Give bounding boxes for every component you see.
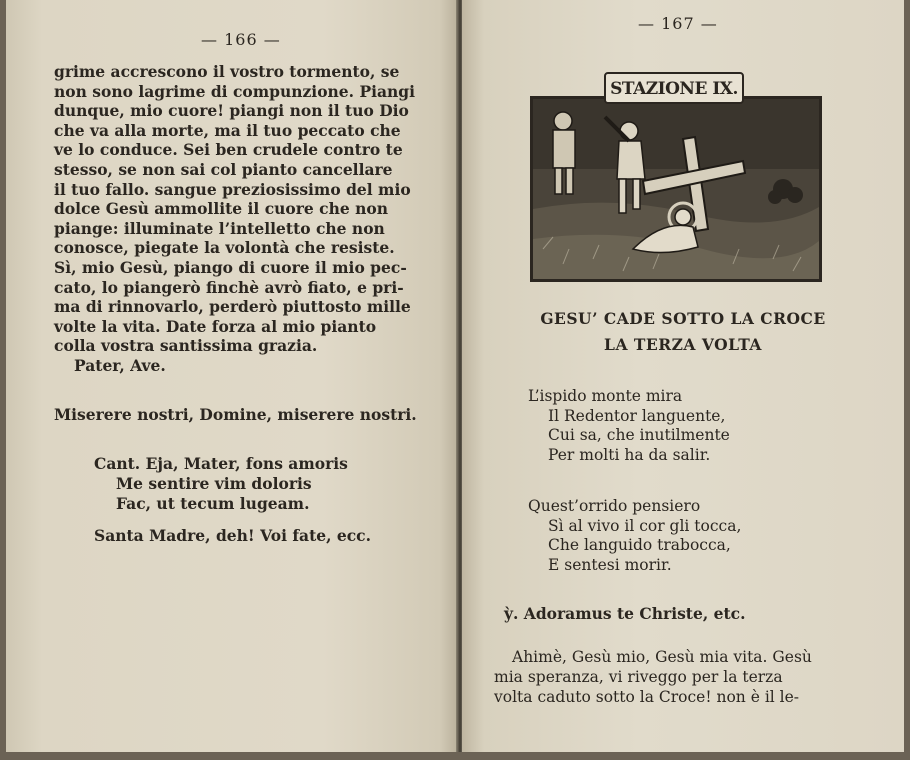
right-prose — [494, 647, 870, 707]
text-line: piange: illuminate l’intelletto che non — [54, 218, 385, 238]
cant-line: Fac, ut tecum lugeam. — [116, 494, 310, 513]
right-page — [462, 0, 904, 752]
station-title-line1: GESU’ CADE SOTTO LA CROCE — [540, 309, 826, 328]
text-line: grime accrescono il vostro tormento, se — [54, 62, 400, 81]
text-line: colla vostra santissima grazia. — [54, 336, 318, 356]
left-page — [6, 0, 458, 752]
page-number-right: — 167 — — [638, 14, 718, 33]
page-number-left: — 166 — — [201, 30, 281, 49]
text-line: volta caduto sotto la Croce! non è il le- — [494, 688, 800, 706]
verse-line: Il Redentor languente, — [548, 406, 726, 425]
text-line: ve lo conduce. Sei ben crudele contro te — [54, 140, 403, 160]
verse-line: E sentesi morir. — [548, 555, 672, 574]
cant-line: Me sentire vim doloris — [116, 474, 312, 493]
left-paragraph — [54, 62, 440, 376]
cant-line: Cant. Eja, Mater, fons amoris — [94, 454, 348, 473]
text-line: stesso, se non sai col pianto cancellare — [54, 159, 393, 179]
stanza-2 — [528, 497, 741, 575]
text-line: il tuo fallo. sangue preziosissimo del mio — [54, 179, 411, 199]
verse-line: Che languido trabocca, — [548, 536, 731, 555]
miserere-response: Miserere nostri, Domine, miserere nostri. — [54, 405, 417, 424]
text-line: ma di rinnovarlo, perderò piuttosto mille — [54, 297, 411, 317]
verse-line: L’ispido monte mira — [528, 387, 683, 405]
text-line: conosce, piegate la volontà che resiste. — [54, 238, 395, 258]
verse-line: Quest’orrido pensiero — [528, 497, 701, 515]
text-line: cato, lo piangerò finchè avrò fiato, e pri- — [54, 277, 404, 297]
pater-line: Pater, Ave. — [74, 355, 166, 375]
stanza-1 — [528, 387, 730, 465]
verse-line: Sì al vivo il cor gli tocca, — [548, 516, 742, 535]
text-line: Ahimè, Gesù mio, Gesù mia vita. Gesù — [512, 648, 812, 666]
station-engraving — [530, 96, 822, 282]
verse-line: Cui sa, che inutilmente — [548, 426, 730, 445]
text-line: dolce Gesù ammollite il cuore che non — [54, 199, 388, 219]
text-line: non sono lagrime di compunzione. Piangi — [54, 81, 416, 101]
text-line: che va alla morte, ma il tuo peccato che — [54, 120, 401, 140]
station-label: STAZIONE IX. — [604, 72, 744, 104]
verse-line: Per molti ha da salir. — [548, 445, 711, 464]
text-line: dunque, mio cuore! piangi non il tuo Dio — [54, 101, 409, 121]
text-line: Sì, mio Gesù, piango di cuore il mio pec- — [54, 257, 407, 277]
text-line: mia speranza, vi riveggo per la terza — [494, 668, 783, 686]
cant-block — [94, 454, 348, 514]
engraving-illustration — [533, 99, 819, 279]
station-title-line2: LA TERZA VOLTA — [604, 335, 762, 354]
text-line: volte la vita. Date forza al mio pianto — [54, 316, 377, 336]
versicle-line: ỳ. Adoramus te Christe, etc. — [504, 604, 746, 623]
santa-madre-line: Santa Madre, deh! Voi fate, ecc. — [94, 526, 372, 545]
